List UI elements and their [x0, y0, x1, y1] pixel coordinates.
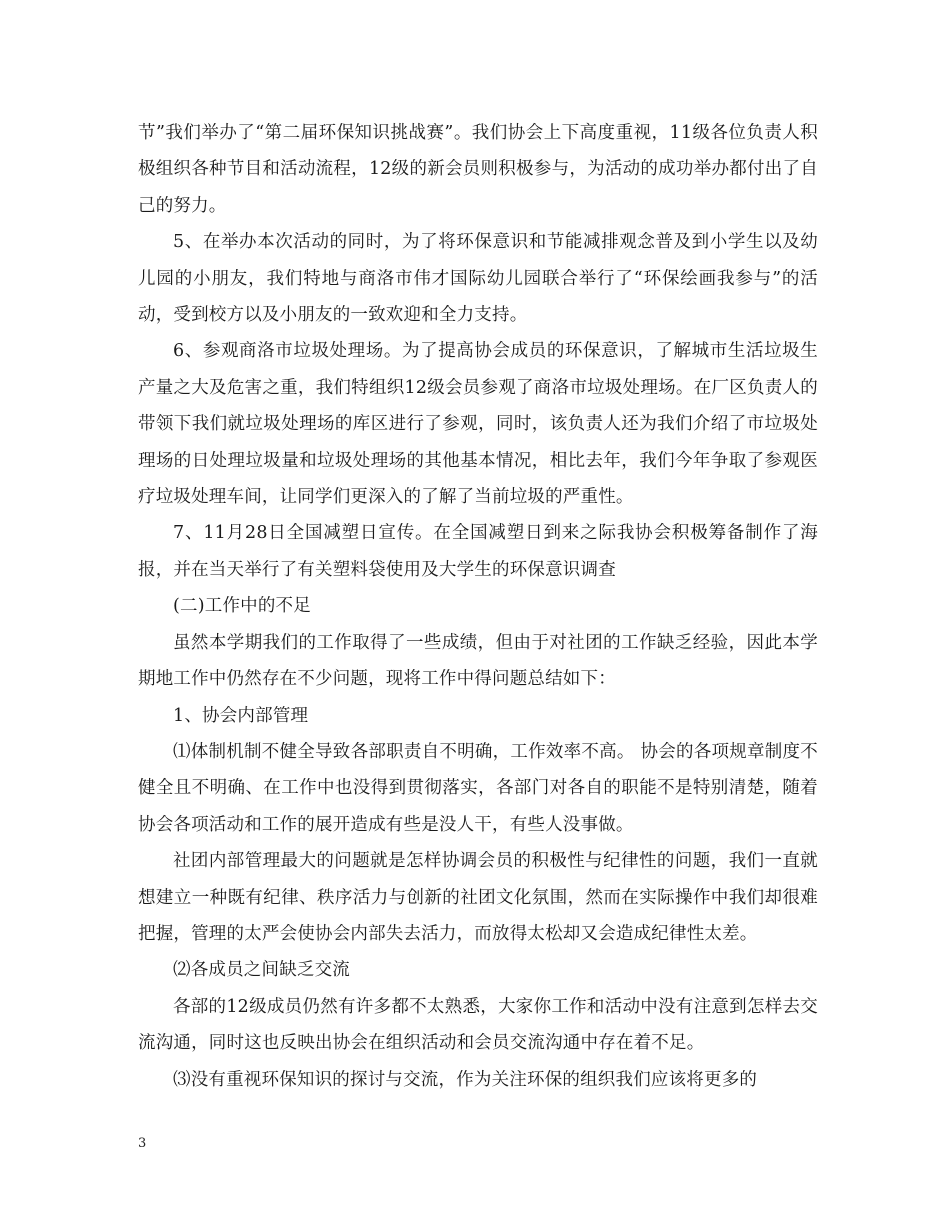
paragraph-2: 5、在举办本次活动的同时，为了将环保意识和节能减排观念普及到小学生以及幼儿园的小朋友，我们特地与商洛市伟才国际幼儿园联合举行了“环保绘画我参与”的活动，受到校方以及小朋友的一致欢迎和全力支持。	[138, 232, 818, 326]
subheading-internal-management: 1、协会内部管理	[173, 705, 309, 726]
paragraph-11: 各部的12级成员仍然有许多都不太熟悉，大家你工作和活动中没有注意到怎样去交流沟通，同时这也反映出协会在组织活动和会员交流沟通中存在着不足。	[138, 996, 818, 1054]
paragraph-9: 社团内部管理最大的问题就是怎样协调会员的积极性与纪律性的问题，我们一直就想建立一种既有纪律、秩序活力与创新的社团文化氛围，然而在实际操作中我们却很难把握，管理的太严会使协会内部失去活力，而放得太松却又会造成纪律性太差。	[138, 851, 818, 944]
paragraph-4: 7、11月28日全国减塑日宣传。在全国减塑日到来之际我协会积极筹备制作了海报，并在当天举行了有关塑料袋使用及大学生的环保意识调查	[138, 523, 818, 580]
paragraph-1: 节”我们举办了“第二届环保知识挑战赛”。我们协会上下高度重视，11级各位负责人积极组织各种节目和活动流程，12级的新会员则积极参与，为活动的成功举办都付出了自己的努力。	[138, 123, 818, 216]
paragraph-3: 6、参观商洛市垃圾处理场。为了提高协会成员的环保意识，了解城市生活垃圾生产量之大及危害之重，我们特组织12级会员参观了商洛市垃圾处理场。在厂区负责人的带领下我们就垃圾处理场的库区进行了参观，同时，该负责人还为我们介绍了市垃圾处理场的日处理垃圾量和垃圾处理场的其他基本情况，相比去年，我们今年争取了参观医疗垃圾处理车间，让同学们更深入的了解了当前垃圾的严重性。	[138, 341, 818, 508]
paragraph-8: ⑴体制机制不健全导致各部职责自不明确，工作效率不高。 协会的各项规章制度不健全且不明确、在工作中也没得到贯彻落实，各部门对各自的职能不是特别清楚，随着协会各项活动和工作的展开造成有些是没人干，有些人没事做。	[138, 741, 818, 835]
page-number: 3	[138, 1136, 147, 1151]
document-body	[138, 115, 818, 1098]
section-heading-shortcomings: (二)工作中的不足	[173, 596, 311, 617]
subheading-communication: ⑵各成员之间缺乏交流	[173, 960, 350, 981]
paragraph-12: ⑶没有重视环保知识的探讨与交流，作为关注环保的组织我们应该将更多的	[173, 1069, 758, 1090]
paragraph-6: 虽然本学期我们的工作取得了一些成绩，但由于对社团的工作缺乏经验，因此本学期地工作中仍然存在不少问题，现将工作中得问题总结如下：	[138, 632, 818, 690]
